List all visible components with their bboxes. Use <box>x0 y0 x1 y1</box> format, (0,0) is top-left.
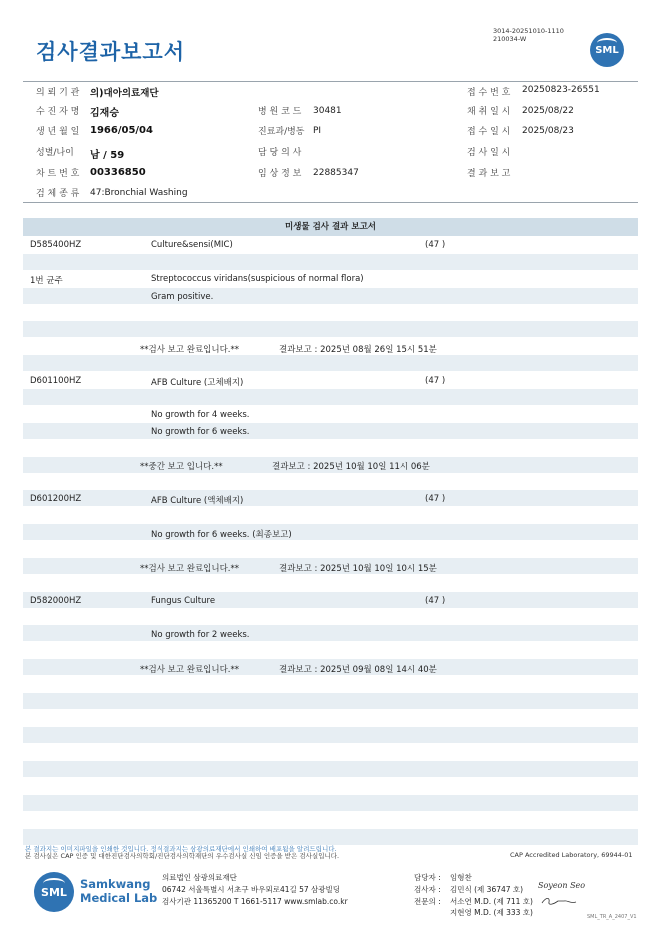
sml-footer-logo: SML <box>34 872 74 912</box>
tester-value: 김민식 (제 36747 호) <box>450 885 524 894</box>
hospital-code-label: 병 원 코 드 <box>258 107 302 117</box>
table-stripe <box>23 693 638 709</box>
collect-date-value: 2025/08/22 <box>522 106 574 116</box>
report-time: 결과보고 : 2025년 09월 08일 14시 40분 <box>279 665 437 675</box>
result-code: 1번 균주 <box>30 276 63 286</box>
table-stripe <box>23 524 638 540</box>
doctor-label: 담 당 의 사 <box>258 148 302 158</box>
report-title: 검사결과보고서 <box>36 40 186 64</box>
table-stripe <box>23 592 638 608</box>
table-stripe <box>23 829 638 845</box>
report-time: 결과보고 : 2025년 08월 26일 15시 51분 <box>279 345 437 355</box>
sex-age-label: 성별/나이 <box>36 148 74 158</box>
expert-2-value: 지현영 M.D. (제 333 호) <box>450 908 533 917</box>
signature-1: Soyeon Seo <box>538 881 586 890</box>
expert-label: 전문의 : <box>414 897 441 906</box>
result-text: AFB Culture (고체배지) <box>151 378 244 388</box>
result-count: (47 ) <box>425 240 446 250</box>
brand-name: Samkwang Medical Lab <box>80 877 158 905</box>
cap-accreditation: CAP Accredited Laboratory, 69944-01 <box>510 851 633 859</box>
specimen-label: 검 체 종 류 <box>36 189 80 199</box>
table-stripe <box>23 355 638 371</box>
table-stripe <box>23 389 638 405</box>
document-id: 3014-20251010-1110 210034-W <box>493 27 564 43</box>
signature-2-icon <box>540 895 580 907</box>
receipt-no-value: 20250823-26551 <box>522 85 600 95</box>
org-name: 의료법인 삼광의료재단 <box>162 873 237 882</box>
info-top-border <box>23 81 638 82</box>
clinical-info-value: 22885347 <box>313 168 359 178</box>
manager-value: 임형찬 <box>450 873 472 882</box>
expert-1-value: 서소연 M.D. (제 711 호) <box>450 897 533 906</box>
hospital-code-value: 30481 <box>313 106 342 116</box>
table-stripe <box>23 254 638 270</box>
table-stripe <box>23 761 638 777</box>
report-status: **검사 보고 완료입니다.** <box>140 564 240 574</box>
sml-logo: SML <box>590 33 624 67</box>
org-address: 06742 서울특별시 서초구 바우뫼로41길 57 삼광빌딩 <box>162 885 341 894</box>
clinical-info-label: 임 상 정 보 <box>258 169 302 179</box>
dept-label: 진료과/병동 <box>258 127 305 137</box>
report-status: **검사 보고 완료입니다.** <box>140 345 240 355</box>
accreditation-notice: 본 검사실은 CAP 인증 및 대한진단검사의학회/진단검사의학재단의 우수검사실 신임 인증을 받은 검사실입니다. <box>25 852 340 860</box>
report-time: 결과보고 : 2025년 10월 10일 10시 15분 <box>279 564 437 574</box>
result-text: Fungus Culture <box>151 596 216 606</box>
table-stripe <box>23 321 638 337</box>
result-code: D582000HZ <box>30 596 82 606</box>
result-text: No growth for 4 weeks. <box>151 410 250 420</box>
birth-label: 생 년 월 일 <box>36 127 80 137</box>
result-count: (47 ) <box>425 376 446 386</box>
results-heading: 미생물 검사 결과 보고서 <box>23 218 638 236</box>
report-status: **검사 보고 완료입니다.** <box>140 665 240 675</box>
report-status: **중간 보고 입니다.** <box>140 462 223 472</box>
result-code: D601100HZ <box>30 376 82 386</box>
info-bottom-border <box>23 202 638 203</box>
result-text: No growth for 6 weeks. (최종보고) <box>151 530 292 540</box>
result-code: D585400HZ <box>30 240 82 250</box>
specimen-value: 47:Bronchial Washing <box>90 188 188 198</box>
receipt-no-label: 접 수 번 호 <box>467 88 511 98</box>
form-number: SML_TR_A_2407_V1 <box>587 914 637 920</box>
table-stripe <box>23 288 638 304</box>
manager-label: 담당자 : <box>414 873 441 882</box>
report-time: 결과보고 : 2025년 10월 10일 11시 06분 <box>272 462 430 472</box>
examinee-value: 김재승 <box>90 108 119 119</box>
exam-date-label: 검 사 일 시 <box>467 148 511 158</box>
result-text: Gram positive. <box>151 292 214 302</box>
chart-no-label: 차 트 번 호 <box>36 169 80 179</box>
result-count: (47 ) <box>425 596 446 606</box>
sex-age-value: 남 / 59 <box>90 150 125 161</box>
requester-label: 의 뢰 기 관 <box>36 88 80 98</box>
table-stripe <box>23 423 638 439</box>
print-notice: 본 결과지는 이미지파일을 인쇄한 것입니다. 정식결과지는 삼광의료재단에서 인쇄하여 배포됨을 알려드립니다. <box>25 845 337 853</box>
table-stripe <box>23 795 638 811</box>
dept-value: PI <box>313 126 322 136</box>
tester-label: 검사자 : <box>414 885 441 894</box>
result-text: AFB Culture (액체배지) <box>151 496 244 506</box>
result-text: No growth for 6 weeks. <box>151 427 250 437</box>
org-contact: 검사기관 11365200 T 1661-5117 www.smlab.co.kr <box>162 897 348 906</box>
table-stripe <box>23 727 638 743</box>
table-stripe <box>23 625 638 641</box>
result-text: Culture&sensi(MIC) <box>151 240 233 250</box>
receipt-date-label: 접 수 일 시 <box>467 127 511 137</box>
collect-date-label: 채 취 일 시 <box>467 107 511 117</box>
birth-value: 1966/05/04 <box>90 125 153 136</box>
result-text: Streptococcus viridans(suspicious of normal flora) <box>151 274 364 284</box>
report-label: 결 과 보 고 <box>467 169 511 179</box>
result-text: No growth for 2 weeks. <box>151 630 250 640</box>
chart-no-value: 00336850 <box>90 167 146 178</box>
requester-value: 의)대아의료재단 <box>90 88 159 99</box>
receipt-date-value: 2025/08/23 <box>522 126 574 136</box>
result-count: (47 ) <box>425 494 446 504</box>
table-stripe <box>23 490 638 506</box>
examinee-label: 수 진 자 명 <box>36 107 80 117</box>
result-code: D601200HZ <box>30 494 82 504</box>
